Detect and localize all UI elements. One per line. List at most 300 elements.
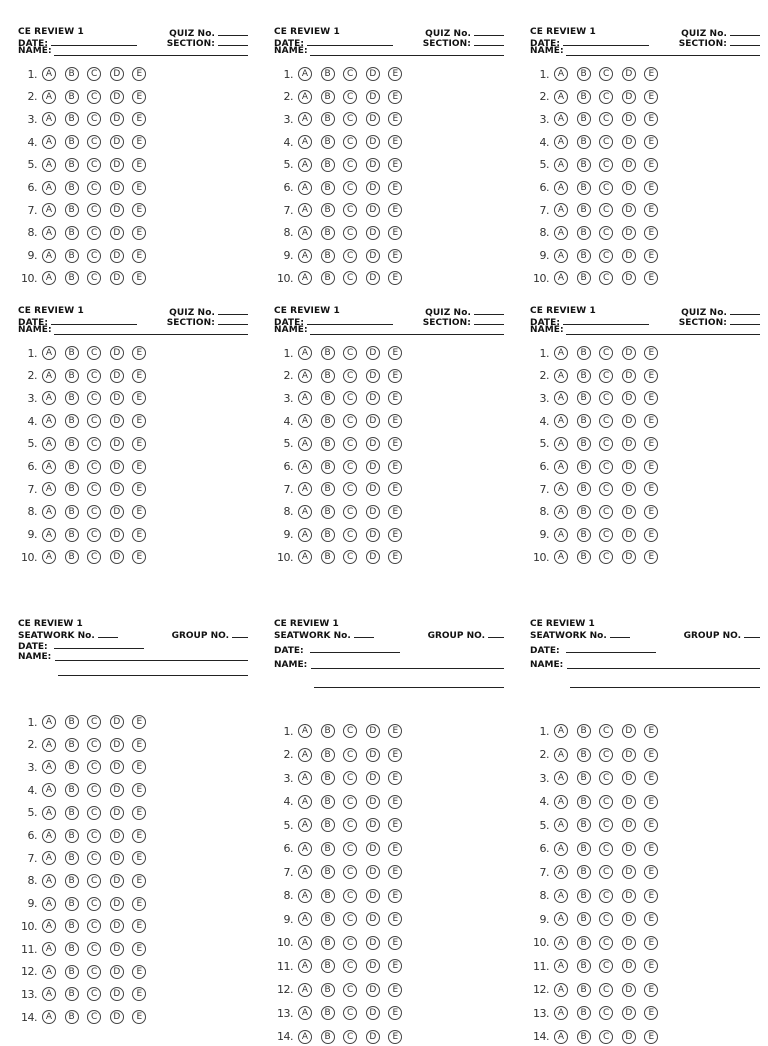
choice-bubble-d[interactable]: D bbox=[110, 271, 124, 285]
choice-bubble-c[interactable]: C bbox=[87, 226, 101, 240]
choice-bubble-b[interactable]: B bbox=[577, 724, 591, 738]
choice-bubble-c[interactable]: C bbox=[87, 1010, 101, 1024]
choice-bubble-e[interactable]: E bbox=[388, 528, 402, 542]
choice-bubble-b[interactable]: B bbox=[321, 203, 335, 217]
choice-bubble-c[interactable]: C bbox=[343, 912, 357, 926]
choice-bubble-e[interactable]: E bbox=[644, 1030, 658, 1044]
group-number-field[interactable] bbox=[172, 630, 248, 640]
choice-bubble-c[interactable]: C bbox=[599, 437, 613, 451]
choice-bubble-c[interactable]: C bbox=[87, 829, 101, 843]
section-field[interactable] bbox=[679, 317, 760, 327]
choice-bubble-a[interactable]: A bbox=[42, 271, 56, 285]
choice-bubble-e[interactable]: E bbox=[132, 437, 146, 451]
choice-bubble-a[interactable]: A bbox=[554, 135, 568, 149]
choice-bubble-b[interactable]: B bbox=[65, 135, 79, 149]
choice-bubble-e[interactable]: E bbox=[132, 874, 146, 888]
choice-bubble-d[interactable]: D bbox=[622, 437, 636, 451]
choice-bubble-d[interactable]: D bbox=[622, 1030, 636, 1044]
choice-bubble-a[interactable]: A bbox=[42, 1010, 56, 1024]
choice-bubble-a[interactable]: A bbox=[298, 391, 312, 405]
choice-bubble-d[interactable]: D bbox=[110, 550, 124, 564]
choice-bubble-e[interactable]: E bbox=[644, 983, 658, 997]
choice-bubble-a[interactable]: A bbox=[554, 346, 568, 360]
choice-bubble-a[interactable]: A bbox=[554, 271, 568, 285]
quiz-number-field[interactable] bbox=[169, 28, 248, 38]
choice-bubble-e[interactable]: E bbox=[132, 67, 146, 81]
choice-bubble-a[interactable]: A bbox=[554, 203, 568, 217]
section-field[interactable] bbox=[423, 317, 504, 327]
choice-bubble-e[interactable]: E bbox=[644, 818, 658, 832]
date-blank[interactable] bbox=[51, 317, 137, 325]
choice-bubble-e[interactable]: E bbox=[644, 369, 658, 383]
choice-bubble-a[interactable]: A bbox=[298, 112, 312, 126]
choice-bubble-e[interactable]: E bbox=[388, 1006, 402, 1020]
choice-bubble-b[interactable]: B bbox=[577, 818, 591, 832]
choice-bubble-d[interactable]: D bbox=[366, 391, 380, 405]
choice-bubble-a[interactable]: A bbox=[42, 965, 56, 979]
choice-bubble-b[interactable]: B bbox=[65, 783, 79, 797]
seatwork-number-field[interactable] bbox=[274, 630, 374, 640]
choice-bubble-e[interactable]: E bbox=[644, 226, 658, 240]
choice-bubble-c[interactable]: C bbox=[343, 550, 357, 564]
choice-bubble-c[interactable]: C bbox=[343, 771, 357, 785]
choice-bubble-a[interactable]: A bbox=[554, 226, 568, 240]
choice-bubble-b[interactable]: B bbox=[65, 203, 79, 217]
date-field[interactable] bbox=[274, 645, 400, 655]
choice-bubble-b[interactable]: B bbox=[321, 550, 335, 564]
choice-bubble-e[interactable]: E bbox=[132, 528, 146, 542]
choice-bubble-b[interactable]: B bbox=[321, 460, 335, 474]
choice-bubble-c[interactable]: C bbox=[343, 346, 357, 360]
choice-bubble-a[interactable]: A bbox=[42, 346, 56, 360]
choice-bubble-a[interactable]: A bbox=[298, 203, 312, 217]
choice-bubble-a[interactable]: A bbox=[42, 528, 56, 542]
name-blank-second-line[interactable] bbox=[314, 679, 504, 688]
choice-bubble-d[interactable]: D bbox=[366, 528, 380, 542]
choice-bubble-a[interactable]: A bbox=[42, 829, 56, 843]
choice-bubble-d[interactable]: D bbox=[110, 346, 124, 360]
choice-bubble-d[interactable]: D bbox=[622, 369, 636, 383]
choice-bubble-b[interactable]: B bbox=[65, 897, 79, 911]
choice-bubble-b[interactable]: B bbox=[65, 369, 79, 383]
choice-bubble-e[interactable]: E bbox=[644, 724, 658, 738]
choice-bubble-c[interactable]: C bbox=[87, 482, 101, 496]
choice-bubble-c[interactable]: C bbox=[599, 528, 613, 542]
choice-bubble-e[interactable]: E bbox=[388, 550, 402, 564]
name-blank[interactable] bbox=[567, 661, 760, 670]
choice-bubble-a[interactable]: A bbox=[298, 550, 312, 564]
choice-bubble-d[interactable]: D bbox=[366, 158, 380, 172]
choice-bubble-d[interactable]: D bbox=[110, 135, 124, 149]
choice-bubble-b[interactable]: B bbox=[65, 482, 79, 496]
seatwork-number-field[interactable] bbox=[530, 630, 630, 640]
choice-bubble-b[interactable]: B bbox=[65, 851, 79, 865]
choice-bubble-b[interactable]: B bbox=[321, 528, 335, 542]
choice-bubble-b[interactable]: B bbox=[65, 1010, 79, 1024]
choice-bubble-c[interactable]: C bbox=[599, 482, 613, 496]
choice-bubble-d[interactable]: D bbox=[366, 505, 380, 519]
choice-bubble-c[interactable]: C bbox=[343, 437, 357, 451]
choice-bubble-e[interactable]: E bbox=[388, 346, 402, 360]
choice-bubble-c[interactable]: C bbox=[343, 959, 357, 973]
choice-bubble-b[interactable]: B bbox=[65, 249, 79, 263]
choice-bubble-d[interactable]: D bbox=[366, 795, 380, 809]
choice-bubble-c[interactable]: C bbox=[599, 936, 613, 950]
choice-bubble-a[interactable]: A bbox=[42, 90, 56, 104]
choice-bubble-c[interactable]: C bbox=[599, 346, 613, 360]
choice-bubble-e[interactable]: E bbox=[388, 842, 402, 856]
choice-bubble-d[interactable]: D bbox=[622, 460, 636, 474]
choice-bubble-a[interactable]: A bbox=[42, 249, 56, 263]
choice-bubble-a[interactable]: A bbox=[298, 271, 312, 285]
choice-bubble-c[interactable]: C bbox=[343, 249, 357, 263]
choice-bubble-b[interactable]: B bbox=[321, 112, 335, 126]
choice-bubble-b[interactable]: B bbox=[321, 865, 335, 879]
choice-bubble-e[interactable]: E bbox=[132, 738, 146, 752]
choice-bubble-d[interactable]: D bbox=[110, 460, 124, 474]
date-blank[interactable] bbox=[307, 317, 393, 325]
choice-bubble-d[interactable]: D bbox=[622, 771, 636, 785]
choice-bubble-d[interactable]: D bbox=[110, 806, 124, 820]
choice-bubble-d[interactable]: D bbox=[366, 271, 380, 285]
choice-bubble-b[interactable]: B bbox=[577, 771, 591, 785]
choice-bubble-d[interactable]: D bbox=[366, 771, 380, 785]
choice-bubble-b[interactable]: B bbox=[321, 437, 335, 451]
choice-bubble-b[interactable]: B bbox=[577, 112, 591, 126]
choice-bubble-b[interactable]: B bbox=[577, 90, 591, 104]
choice-bubble-e[interactable]: E bbox=[644, 748, 658, 762]
choice-bubble-b[interactable]: B bbox=[577, 391, 591, 405]
choice-bubble-b[interactable]: B bbox=[321, 67, 335, 81]
choice-bubble-e[interactable]: E bbox=[644, 271, 658, 285]
choice-bubble-a[interactable]: A bbox=[554, 90, 568, 104]
quiz-number-blank[interactable] bbox=[474, 307, 504, 315]
choice-bubble-d[interactable]: D bbox=[366, 460, 380, 474]
choice-bubble-d[interactable]: D bbox=[110, 897, 124, 911]
choice-bubble-b[interactable]: B bbox=[577, 437, 591, 451]
choice-bubble-c[interactable]: C bbox=[599, 112, 613, 126]
choice-bubble-b[interactable]: B bbox=[577, 795, 591, 809]
quiz-number-blank[interactable] bbox=[218, 307, 248, 315]
choice-bubble-d[interactable]: D bbox=[622, 724, 636, 738]
choice-bubble-d[interactable]: D bbox=[366, 135, 380, 149]
choice-bubble-a[interactable]: A bbox=[554, 1030, 568, 1044]
date-blank[interactable] bbox=[563, 38, 649, 46]
choice-bubble-d[interactable]: D bbox=[622, 818, 636, 832]
choice-bubble-d[interactable]: D bbox=[110, 1010, 124, 1024]
choice-bubble-a[interactable]: A bbox=[298, 1006, 312, 1020]
choice-bubble-c[interactable]: C bbox=[87, 90, 101, 104]
choice-bubble-e[interactable]: E bbox=[132, 897, 146, 911]
choice-bubble-a[interactable]: A bbox=[554, 795, 568, 809]
choice-bubble-b[interactable]: B bbox=[65, 271, 79, 285]
choice-bubble-a[interactable]: A bbox=[554, 460, 568, 474]
choice-bubble-e[interactable]: E bbox=[132, 391, 146, 405]
choice-bubble-a[interactable]: A bbox=[298, 346, 312, 360]
choice-bubble-d[interactable]: D bbox=[110, 528, 124, 542]
choice-bubble-d[interactable]: D bbox=[366, 346, 380, 360]
choice-bubble-a[interactable]: A bbox=[554, 249, 568, 263]
choice-bubble-d[interactable]: D bbox=[622, 482, 636, 496]
quiz-number-blank[interactable] bbox=[474, 28, 504, 36]
group-number-blank[interactable] bbox=[232, 630, 248, 638]
choice-bubble-a[interactable]: A bbox=[42, 942, 56, 956]
choice-bubble-a[interactable]: A bbox=[554, 748, 568, 762]
choice-bubble-a[interactable]: A bbox=[554, 181, 568, 195]
choice-bubble-d[interactable]: D bbox=[622, 271, 636, 285]
choice-bubble-b[interactable]: B bbox=[65, 829, 79, 843]
choice-bubble-e[interactable]: E bbox=[388, 203, 402, 217]
choice-bubble-a[interactable]: A bbox=[554, 67, 568, 81]
choice-bubble-e[interactable]: E bbox=[644, 112, 658, 126]
choice-bubble-b[interactable]: B bbox=[65, 965, 79, 979]
choice-bubble-b[interactable]: B bbox=[321, 936, 335, 950]
choice-bubble-d[interactable]: D bbox=[110, 369, 124, 383]
choice-bubble-e[interactable]: E bbox=[388, 482, 402, 496]
choice-bubble-a[interactable]: A bbox=[298, 912, 312, 926]
choice-bubble-c[interactable]: C bbox=[343, 889, 357, 903]
choice-bubble-b[interactable]: B bbox=[65, 90, 79, 104]
choice-bubble-a[interactable]: A bbox=[42, 851, 56, 865]
choice-bubble-d[interactable]: D bbox=[110, 783, 124, 797]
choice-bubble-c[interactable]: C bbox=[599, 748, 613, 762]
choice-bubble-a[interactable]: A bbox=[298, 865, 312, 879]
choice-bubble-a[interactable]: A bbox=[298, 135, 312, 149]
choice-bubble-b[interactable]: B bbox=[321, 181, 335, 195]
choice-bubble-b[interactable]: B bbox=[577, 203, 591, 217]
choice-bubble-d[interactable]: D bbox=[366, 226, 380, 240]
choice-bubble-b[interactable]: B bbox=[577, 482, 591, 496]
choice-bubble-e[interactable]: E bbox=[132, 460, 146, 474]
choice-bubble-c[interactable]: C bbox=[343, 528, 357, 542]
choice-bubble-e[interactable]: E bbox=[132, 851, 146, 865]
choice-bubble-b[interactable]: B bbox=[65, 715, 79, 729]
choice-bubble-a[interactable]: A bbox=[298, 158, 312, 172]
choice-bubble-d[interactable]: D bbox=[622, 865, 636, 879]
choice-bubble-c[interactable]: C bbox=[343, 795, 357, 809]
choice-bubble-d[interactable]: D bbox=[366, 889, 380, 903]
choice-bubble-b[interactable]: B bbox=[577, 226, 591, 240]
choice-bubble-c[interactable]: C bbox=[87, 987, 101, 1001]
choice-bubble-e[interactable]: E bbox=[388, 912, 402, 926]
name-blank[interactable] bbox=[566, 47, 760, 56]
choice-bubble-a[interactable]: A bbox=[554, 158, 568, 172]
choice-bubble-e[interactable]: E bbox=[132, 987, 146, 1001]
choice-bubble-c[interactable]: C bbox=[87, 369, 101, 383]
choice-bubble-d[interactable]: D bbox=[622, 1006, 636, 1020]
choice-bubble-a[interactable]: A bbox=[42, 203, 56, 217]
date-field[interactable] bbox=[530, 645, 656, 655]
date-blank[interactable] bbox=[307, 38, 393, 46]
choice-bubble-e[interactable]: E bbox=[644, 203, 658, 217]
choice-bubble-c[interactable]: C bbox=[87, 460, 101, 474]
choice-bubble-b[interactable]: B bbox=[65, 505, 79, 519]
choice-bubble-e[interactable]: E bbox=[644, 414, 658, 428]
choice-bubble-b[interactable]: B bbox=[321, 391, 335, 405]
choice-bubble-c[interactable]: C bbox=[599, 959, 613, 973]
choice-bubble-e[interactable]: E bbox=[644, 1006, 658, 1020]
name-blank[interactable] bbox=[310, 326, 504, 335]
choice-bubble-d[interactable]: D bbox=[366, 818, 380, 832]
section-blank[interactable] bbox=[218, 317, 248, 325]
choice-bubble-e[interactable]: E bbox=[132, 414, 146, 428]
choice-bubble-d[interactable]: D bbox=[366, 983, 380, 997]
choice-bubble-a[interactable]: A bbox=[42, 738, 56, 752]
choice-bubble-a[interactable]: A bbox=[554, 912, 568, 926]
choice-bubble-e[interactable]: E bbox=[644, 550, 658, 564]
choice-bubble-c[interactable]: C bbox=[599, 795, 613, 809]
choice-bubble-d[interactable]: D bbox=[110, 965, 124, 979]
choice-bubble-d[interactable]: D bbox=[110, 90, 124, 104]
choice-bubble-b[interactable]: B bbox=[321, 983, 335, 997]
choice-bubble-e[interactable]: E bbox=[388, 771, 402, 785]
choice-bubble-a[interactable]: A bbox=[42, 482, 56, 496]
seatwork-number-field[interactable] bbox=[18, 630, 118, 640]
name-blank-second-line[interactable] bbox=[570, 679, 760, 688]
choice-bubble-a[interactable]: A bbox=[298, 724, 312, 738]
choice-bubble-e[interactable]: E bbox=[644, 912, 658, 926]
choice-bubble-d[interactable]: D bbox=[366, 112, 380, 126]
choice-bubble-b[interactable]: B bbox=[321, 369, 335, 383]
choice-bubble-a[interactable]: A bbox=[298, 771, 312, 785]
date-blank[interactable] bbox=[51, 38, 137, 46]
choice-bubble-c[interactable]: C bbox=[343, 1030, 357, 1044]
choice-bubble-c[interactable]: C bbox=[343, 369, 357, 383]
choice-bubble-b[interactable]: B bbox=[577, 369, 591, 383]
name-blank-second-line[interactable] bbox=[58, 667, 248, 676]
choice-bubble-b[interactable]: B bbox=[65, 414, 79, 428]
choice-bubble-c[interactable]: C bbox=[599, 158, 613, 172]
choice-bubble-c[interactable]: C bbox=[599, 460, 613, 474]
choice-bubble-c[interactable]: C bbox=[87, 67, 101, 81]
choice-bubble-c[interactable]: C bbox=[87, 919, 101, 933]
choice-bubble-c[interactable]: C bbox=[599, 1030, 613, 1044]
choice-bubble-b[interactable]: B bbox=[321, 842, 335, 856]
section-blank[interactable] bbox=[730, 38, 760, 46]
choice-bubble-c[interactable]: C bbox=[87, 158, 101, 172]
choice-bubble-c[interactable]: C bbox=[599, 842, 613, 856]
choice-bubble-a[interactable]: A bbox=[42, 874, 56, 888]
section-field[interactable] bbox=[679, 38, 760, 48]
choice-bubble-e[interactable]: E bbox=[132, 829, 146, 843]
choice-bubble-c[interactable]: C bbox=[343, 748, 357, 762]
choice-bubble-c[interactable]: C bbox=[87, 738, 101, 752]
choice-bubble-b[interactable]: B bbox=[321, 135, 335, 149]
choice-bubble-d[interactable]: D bbox=[622, 249, 636, 263]
choice-bubble-e[interactable]: E bbox=[644, 90, 658, 104]
choice-bubble-c[interactable]: C bbox=[87, 271, 101, 285]
choice-bubble-c[interactable]: C bbox=[87, 346, 101, 360]
choice-bubble-c[interactable]: C bbox=[599, 135, 613, 149]
choice-bubble-c[interactable]: C bbox=[599, 1006, 613, 1020]
choice-bubble-c[interactable]: C bbox=[599, 181, 613, 195]
choice-bubble-b[interactable]: B bbox=[65, 919, 79, 933]
choice-bubble-b[interactable]: B bbox=[321, 795, 335, 809]
choice-bubble-e[interactable]: E bbox=[132, 181, 146, 195]
choice-bubble-d[interactable]: D bbox=[110, 158, 124, 172]
choice-bubble-a[interactable]: A bbox=[554, 842, 568, 856]
choice-bubble-e[interactable]: E bbox=[132, 505, 146, 519]
choice-bubble-c[interactable]: C bbox=[599, 203, 613, 217]
choice-bubble-c[interactable]: C bbox=[343, 414, 357, 428]
choice-bubble-a[interactable]: A bbox=[42, 783, 56, 797]
choice-bubble-e[interactable]: E bbox=[132, 550, 146, 564]
choice-bubble-a[interactable]: A bbox=[42, 806, 56, 820]
choice-bubble-b[interactable]: B bbox=[321, 249, 335, 263]
choice-bubble-b[interactable]: B bbox=[577, 842, 591, 856]
choice-bubble-a[interactable]: A bbox=[42, 550, 56, 564]
group-number-blank[interactable] bbox=[744, 630, 760, 638]
choice-bubble-b[interactable]: B bbox=[65, 528, 79, 542]
choice-bubble-b[interactable]: B bbox=[577, 550, 591, 564]
choice-bubble-e[interactable]: E bbox=[132, 1010, 146, 1024]
choice-bubble-c[interactable]: C bbox=[87, 715, 101, 729]
choice-bubble-b[interactable]: B bbox=[321, 1006, 335, 1020]
choice-bubble-c[interactable]: C bbox=[343, 203, 357, 217]
choice-bubble-e[interactable]: E bbox=[388, 226, 402, 240]
choice-bubble-c[interactable]: C bbox=[599, 391, 613, 405]
choice-bubble-c[interactable]: C bbox=[343, 936, 357, 950]
choice-bubble-a[interactable]: A bbox=[554, 391, 568, 405]
choice-bubble-d[interactable]: D bbox=[622, 414, 636, 428]
choice-bubble-e[interactable]: E bbox=[388, 271, 402, 285]
choice-bubble-c[interactable]: C bbox=[343, 181, 357, 195]
choice-bubble-c[interactable]: C bbox=[599, 414, 613, 428]
choice-bubble-c[interactable]: C bbox=[87, 181, 101, 195]
choice-bubble-b[interactable]: B bbox=[577, 271, 591, 285]
choice-bubble-a[interactable]: A bbox=[42, 226, 56, 240]
choice-bubble-b[interactable]: B bbox=[321, 818, 335, 832]
choice-bubble-b[interactable]: B bbox=[577, 1030, 591, 1044]
quiz-number-field[interactable] bbox=[681, 307, 760, 317]
choice-bubble-b[interactable]: B bbox=[321, 505, 335, 519]
choice-bubble-a[interactable]: A bbox=[554, 1006, 568, 1020]
choice-bubble-a[interactable]: A bbox=[554, 528, 568, 542]
choice-bubble-e[interactable]: E bbox=[132, 369, 146, 383]
choice-bubble-b[interactable]: B bbox=[321, 1030, 335, 1044]
choice-bubble-d[interactable]: D bbox=[110, 226, 124, 240]
choice-bubble-b[interactable]: B bbox=[65, 942, 79, 956]
choice-bubble-d[interactable]: D bbox=[366, 67, 380, 81]
choice-bubble-b[interactable]: B bbox=[577, 460, 591, 474]
choice-bubble-e[interactable]: E bbox=[132, 90, 146, 104]
choice-bubble-b[interactable]: B bbox=[321, 748, 335, 762]
choice-bubble-e[interactable]: E bbox=[644, 135, 658, 149]
choice-bubble-a[interactable]: A bbox=[42, 414, 56, 428]
choice-bubble-e[interactable]: E bbox=[388, 505, 402, 519]
choice-bubble-d[interactable]: D bbox=[110, 112, 124, 126]
choice-bubble-c[interactable]: C bbox=[599, 226, 613, 240]
choice-bubble-c[interactable]: C bbox=[599, 724, 613, 738]
choice-bubble-c[interactable]: C bbox=[599, 67, 613, 81]
choice-bubble-d[interactable]: D bbox=[366, 482, 380, 496]
choice-bubble-e[interactable]: E bbox=[644, 67, 658, 81]
choice-bubble-a[interactable]: A bbox=[298, 369, 312, 383]
seatwork-number-blank[interactable] bbox=[98, 630, 118, 638]
choice-bubble-d[interactable]: D bbox=[622, 936, 636, 950]
choice-bubble-c[interactable]: C bbox=[343, 460, 357, 474]
choice-bubble-c[interactable]: C bbox=[599, 865, 613, 879]
choice-bubble-e[interactable]: E bbox=[388, 959, 402, 973]
choice-bubble-b[interactable]: B bbox=[321, 90, 335, 104]
date-field[interactable] bbox=[18, 641, 144, 651]
choice-bubble-c[interactable]: C bbox=[599, 912, 613, 926]
choice-bubble-d[interactable]: D bbox=[366, 249, 380, 263]
choice-bubble-a[interactable]: A bbox=[554, 818, 568, 832]
choice-bubble-a[interactable]: A bbox=[42, 391, 56, 405]
choice-bubble-d[interactable]: D bbox=[110, 715, 124, 729]
choice-bubble-b[interactable]: B bbox=[577, 249, 591, 263]
